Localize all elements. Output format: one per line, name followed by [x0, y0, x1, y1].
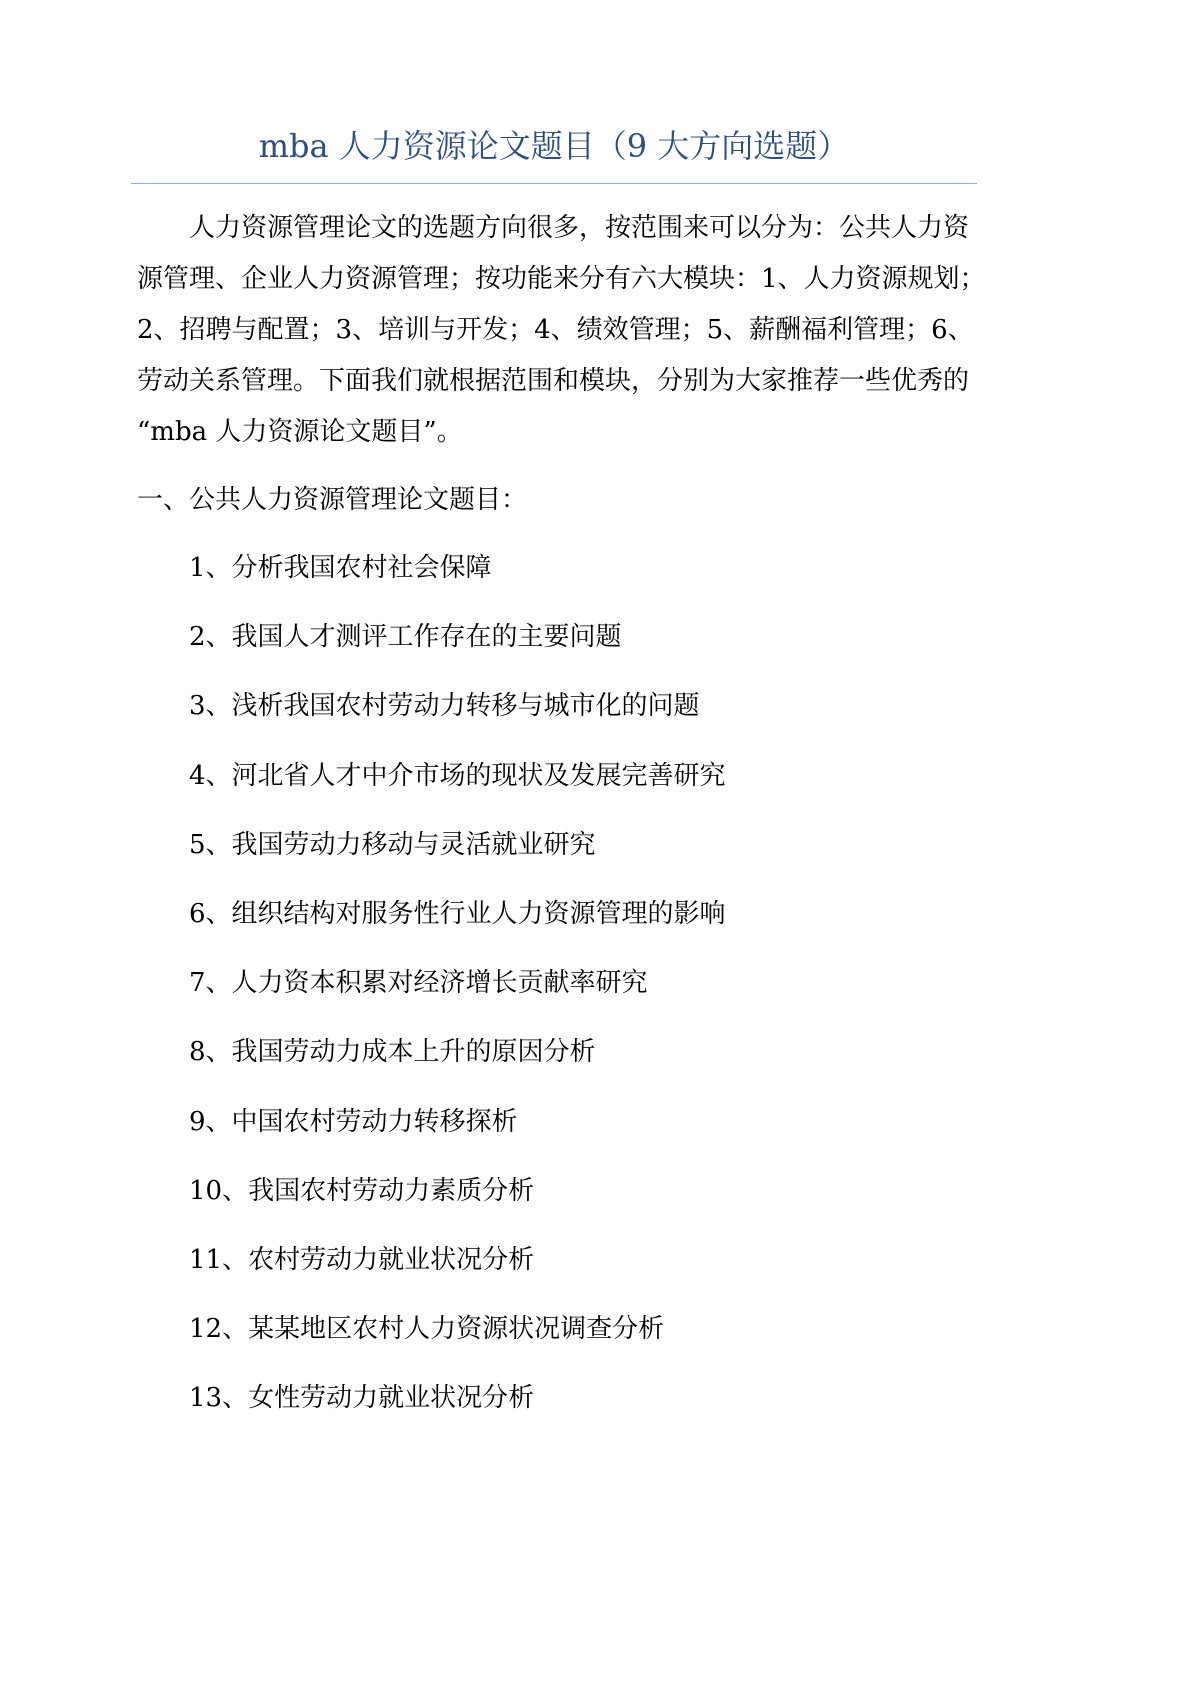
topic-item: 13、女性劳动力就业状况分析: [189, 1383, 535, 1414]
intro-paragraph: [137, 203, 987, 458]
topic-item: 12、某某地区农村人力资源状况调查分析: [189, 1314, 665, 1345]
topic-list: [189, 534, 989, 1433]
topic-item: 1、分析我国农村社会保障: [189, 553, 492, 583]
topic-item: 3、浅析我国农村劳动力转移与城市化的问题: [189, 691, 700, 722]
document-title: mba 人力资源论文题目（9 大方向选题）: [258, 127, 850, 165]
intro-line: 2、招聘与配置；3、培训与开发；4、绩效管理；5、薪酬福利管理；6、: [137, 315, 974, 345]
intro-line: 源管理、企业人力资源管理；按功能来分有六大模块：1、人力资源规划；: [137, 264, 986, 294]
topic-item: 2、我国人才测评工作存在的主要问题: [189, 622, 622, 653]
topic-item: 9、中国农村劳动力转移探析: [189, 1106, 518, 1137]
topic-item: 10、我国农村劳动力素质分析: [189, 1175, 535, 1206]
intro-line: 人力资源管理论文的选题方向很多，按范围来可以分为：公共人力资: [189, 213, 970, 243]
title-divider: [131, 183, 977, 184]
topic-item: 4、河北省人才中介市场的现状及发展完善研究: [189, 760, 726, 791]
topic-item: 5、我国劳动力移动与灵活就业研究: [189, 829, 596, 860]
intro-line: 劳动关系管理。下面我们就根据范围和模块，分别为大家推荐一些优秀的: [137, 366, 970, 396]
section-heading: 一、公共人力资源管理论文题目：: [137, 485, 528, 515]
topic-item: 8、我国劳动力成本上升的原因分析: [189, 1037, 596, 1068]
topic-item: 7、人力资本积累对经济增长贡献率研究: [189, 968, 648, 999]
topic-item: 6、组织结构对服务性行业人力资源管理的影响: [189, 898, 726, 929]
intro-line: “mba 人力资源论文题目”。: [137, 417, 463, 447]
topic-item: 11、农村劳动力就业状况分析: [189, 1244, 535, 1275]
